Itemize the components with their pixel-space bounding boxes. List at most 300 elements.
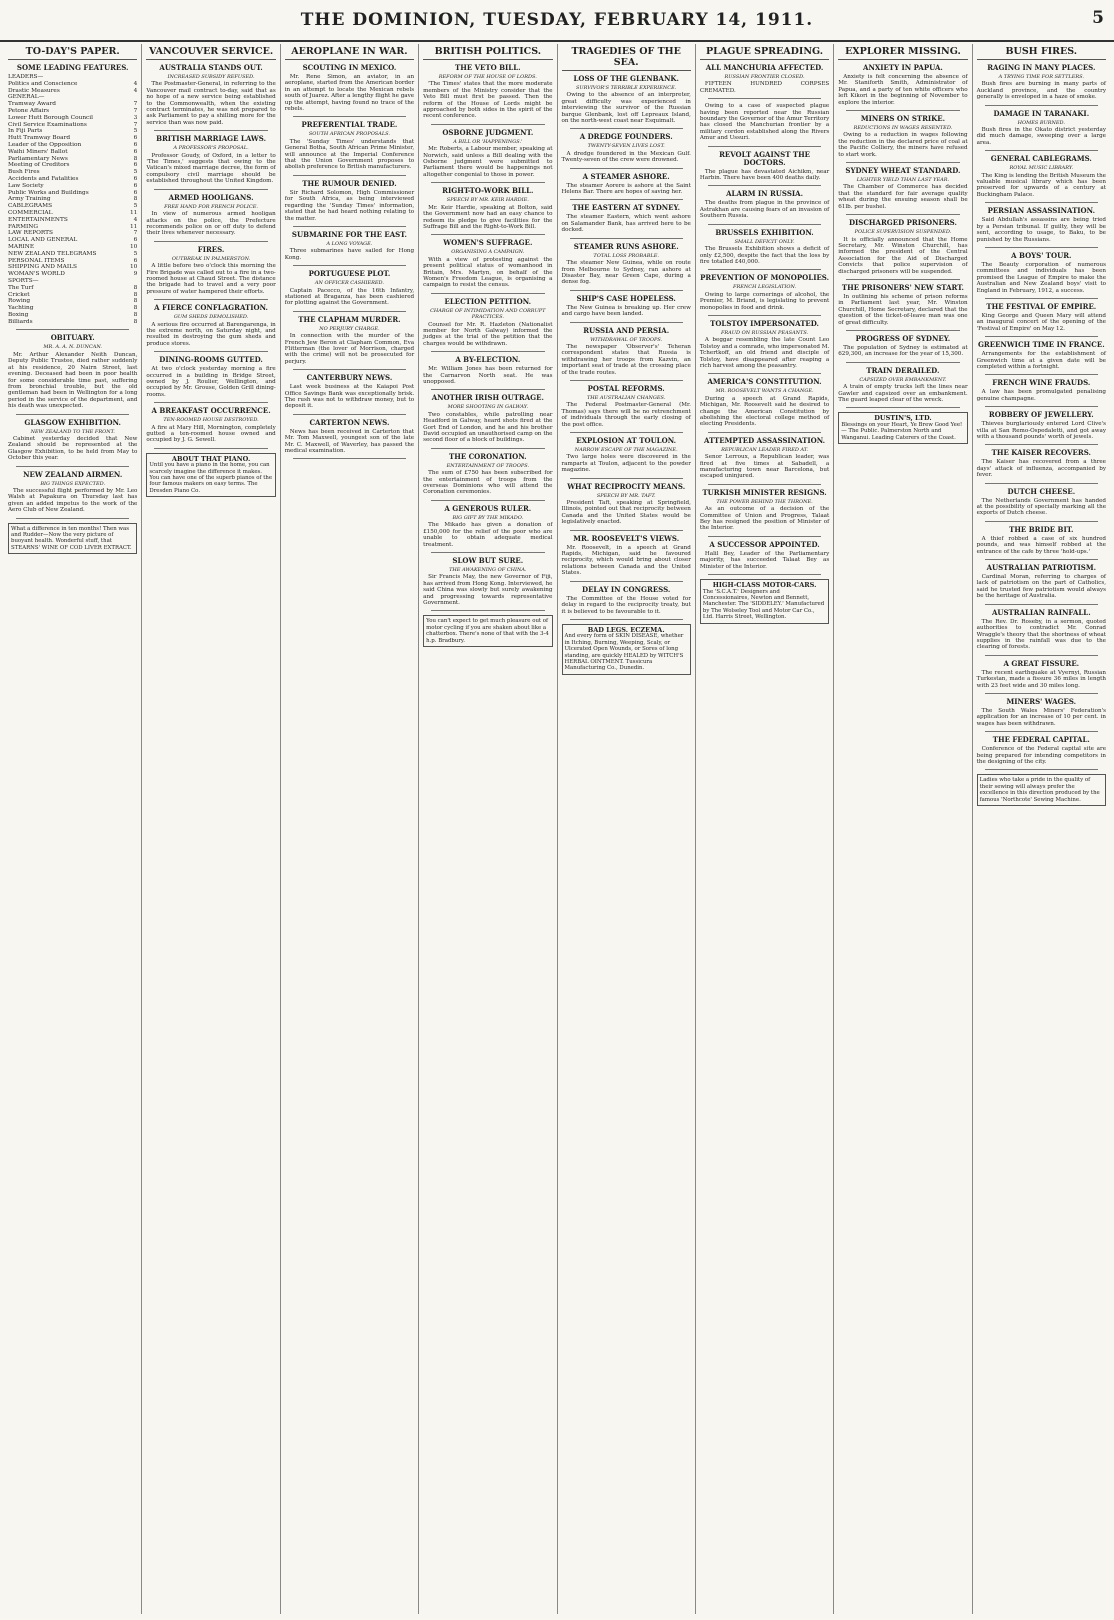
section-divider bbox=[570, 530, 683, 531]
contents-item bbox=[8, 74, 137, 81]
contents-item-page: 11 bbox=[129, 209, 138, 216]
section-divider bbox=[431, 234, 544, 235]
article bbox=[285, 121, 414, 170]
article-text: The successful flight performed by Mr. Leo Walsh at Papakura on Thursday last has given an added impetus to the work of the Aero Club of New Zealand. bbox=[8, 487, 138, 514]
article-text: The 'Sunday Times' understands that General Botha, South African Prime Minister, will announce at the Imperial Conference that the Union Government proposes to abolish preference to British manufacturers. bbox=[284, 138, 415, 171]
contents-item-page: 6 bbox=[133, 189, 138, 196]
contents-item bbox=[8, 244, 137, 251]
contents-item-label: SHIPPING AND MAILS bbox=[8, 264, 77, 271]
contents-item-page: 5 bbox=[133, 128, 138, 135]
article-title: AUSTRALIAN RAINFALL. bbox=[991, 607, 1091, 617]
article bbox=[562, 535, 691, 577]
article bbox=[977, 64, 1106, 101]
article-text: King George and Queen Mary will attend an inaugural concert of the opening of the 'Festival of Empire' on May 12. bbox=[976, 312, 1106, 332]
article-title: THE PRISONERS' NEW START. bbox=[841, 282, 964, 292]
article-title: A GREAT FISSURE. bbox=[1003, 658, 1080, 668]
article-text: The Rev. Dr. Roseby, in a sermon, quoted authorities to contradict Mr. Conrad Wraggle's theory that the shortness of wheat supplies in the rainfall was due to the clearing of forests. bbox=[976, 618, 1106, 651]
article-title: A DREDGE FOUNDERS. bbox=[579, 132, 673, 142]
article-title: AMERICA'S CONSTITUTION. bbox=[707, 377, 822, 387]
section-divider bbox=[708, 269, 821, 270]
article-subtitle: MORE SHOOTING IN GALWAY. bbox=[447, 404, 529, 411]
article-text: Mr. Arthur Alexander Neith Duncan, Deputy Public Trustee, died rather suddenly at his residence, 20 Nairn Street, last evening. Deceased had been in poor health for some considerable time past, suffering from bronchial trouble, but the old gentleman had been in Wellington for a long period in the service of the department, and his death was unexpected. bbox=[8, 351, 138, 410]
contents-item bbox=[8, 203, 137, 210]
contents-item bbox=[8, 298, 137, 305]
contents-item-label: Lower Hutt Borough Council bbox=[8, 114, 94, 121]
section-divider bbox=[985, 202, 1098, 203]
article-subtitle: WITHDRAWAL OF TROOPS. bbox=[590, 336, 663, 343]
article bbox=[977, 449, 1106, 478]
article-text: The South Wales Miners' Federation's application for an increase of 10 per cent. in wages has been withdrawn. bbox=[976, 707, 1106, 727]
article-text: 'The Times' states that the more moderate members of the Ministry consider that the Veto Bill must first be passed. Then the reform of the House of Lords might be approached by both sides in the spirit of the recent conference. bbox=[423, 81, 553, 120]
advertisement-title: DUSTIN'S, LTD. bbox=[874, 414, 932, 423]
contents-item-page: 8 bbox=[133, 155, 138, 162]
article-text: The recent earthquake at Vyernyi, Russian Turkestan, made a fissure 36 miles in length with 23 feet wide and 30 miles long. bbox=[976, 669, 1106, 689]
contents-item bbox=[8, 237, 137, 244]
column-subheading: SOME LEADING FEATURES. bbox=[16, 63, 129, 72]
article bbox=[562, 295, 691, 318]
contents-item-page: 8 bbox=[133, 305, 138, 312]
article bbox=[838, 115, 967, 158]
contents-item-label: Hutt Tramway Board bbox=[8, 135, 71, 142]
contents-item-label: Boxing bbox=[8, 311, 29, 318]
advertisement-title: ABOUT THAT PIANO. bbox=[171, 454, 251, 463]
column-4 bbox=[419, 44, 557, 1614]
article-text: Two constables, while patrolling near Headford in Galway, heard shots fired at the Gort End of London, and he and his brother David occupied an unauthorised camp on the second floor of a block of buildings. bbox=[423, 411, 553, 444]
article bbox=[977, 609, 1106, 651]
article-subtitle: FRENCH LEGISLATION. bbox=[733, 284, 797, 291]
contents-item bbox=[8, 122, 137, 129]
column-heading: TRAGEDIES OF THE SEA. bbox=[562, 46, 691, 71]
article-title: RIGHT-TO-WORK BILL. bbox=[442, 186, 534, 196]
article-subtitle: BIG GIFT BY THE MIKADO. bbox=[452, 514, 524, 521]
section-divider bbox=[985, 559, 1098, 560]
column-5 bbox=[558, 44, 696, 1614]
article bbox=[423, 394, 552, 443]
article-title: A GENEROUS RULER. bbox=[444, 503, 532, 513]
article-title: PREFERENTIAL TRADE. bbox=[301, 120, 398, 130]
contents-item-label: Accidents and Fatalities bbox=[8, 175, 79, 182]
article bbox=[8, 419, 137, 462]
article-title: THE CLAPHAM MURDER. bbox=[298, 314, 401, 324]
article-title: TURKISH MINISTER RESIGNS. bbox=[702, 487, 827, 497]
article-title: ARMED HOOLIGANS. bbox=[168, 192, 254, 202]
contents-item-page: 5 bbox=[133, 250, 138, 257]
contents-item bbox=[8, 285, 137, 292]
article bbox=[700, 229, 829, 266]
article-title: SHIP'S CASE HOPELESS. bbox=[576, 293, 676, 303]
section-divider bbox=[431, 293, 544, 294]
column-7 bbox=[834, 44, 972, 1614]
article-title: RUSSIA AND PERSIA. bbox=[583, 325, 670, 335]
column-2 bbox=[142, 44, 280, 1614]
contents-item-label: SPORTS— bbox=[8, 277, 39, 284]
article-subtitle: LIGHTER YIELD THAN LAST YEAR. bbox=[856, 177, 950, 184]
article bbox=[146, 194, 275, 237]
article bbox=[977, 341, 1106, 370]
article bbox=[700, 151, 829, 182]
article-title: PORTUGUESE PLOT. bbox=[308, 269, 391, 279]
contents-item-label: LOCAL AND GENERAL bbox=[8, 237, 78, 244]
contents-item bbox=[8, 135, 137, 142]
article-subtitle: NO PERJURY CHARGE. bbox=[319, 325, 380, 332]
article-title: A FIERCE CONFLAGRATION. bbox=[154, 303, 268, 313]
article bbox=[562, 133, 691, 163]
article bbox=[977, 736, 1106, 765]
contents-item-label: WOMAN'S WORLD bbox=[8, 271, 65, 278]
contents-item-label: FARMING bbox=[8, 223, 38, 230]
section-divider bbox=[293, 226, 406, 227]
section-divider bbox=[431, 182, 544, 183]
advertisement bbox=[8, 523, 137, 555]
article-subtitle: REPUBLICAN LEADER FIRED AT. bbox=[721, 446, 808, 453]
contents-item bbox=[8, 312, 137, 319]
article-text: Cardinal Moran, referring to charges of lack of patriotism on the part of Catholics, said he trusted few patriotism would always be the heritage of Australia. bbox=[976, 574, 1106, 600]
section-divider bbox=[570, 619, 683, 620]
article-title: ALARM IN RUSSIA. bbox=[726, 189, 804, 199]
article-text: Mr. Keir Hardie, speaking at Bolton, said the Government now had an easy chance to redeem its pledge to give facilities for the Suffrage Bill and the Right-to-Work Bill. bbox=[423, 204, 553, 230]
contents-item-label: Cricket bbox=[8, 291, 30, 298]
article-text: As an outcome of a decision of the Committee of Union and Progress, Talaat Bey has resigned the position of Minister of the Interior. bbox=[699, 506, 830, 532]
section-divider bbox=[570, 478, 683, 479]
article-title: GENERAL CABLEGRAMS. bbox=[990, 154, 1092, 164]
article-text: The Beauty corporation of numerous committees and individuals has been promised the League of Empire to make the Australian and New Zealand boys' visit to England in February, 1912, a success. bbox=[976, 261, 1106, 294]
contents-item bbox=[8, 142, 137, 149]
advertisement-title: BAD LEGS. ECZEMA. bbox=[587, 625, 665, 634]
contents-item bbox=[8, 305, 137, 312]
article bbox=[838, 284, 967, 326]
article-text: The Committee of the House voted for delay in regard to the reciprocity treaty, but it is believed to be favourable to it. bbox=[561, 595, 691, 615]
contents-item-page: 8 bbox=[133, 196, 138, 203]
contents-item bbox=[8, 292, 137, 299]
article bbox=[146, 356, 275, 398]
article-text: The King is lending the British Museum the valuable musical library which has been preserved for upwards of a century at Buckingham Palace. bbox=[976, 172, 1106, 198]
contents-item-page: 5 bbox=[133, 203, 138, 210]
article-title: DAMAGE IN TARANAKI. bbox=[993, 108, 1090, 118]
section-divider bbox=[293, 369, 406, 370]
article-title: WOMEN'S SUFFRAGE. bbox=[443, 238, 533, 248]
article-text: A little before two o'clock this morning the Fire Brigade was called out to a fire in a two-roomed house at Chaud Street. The distance the brigade had to travel and a very poor pressure of water hampered their efforts. bbox=[146, 263, 276, 295]
column-heading: VANCOUVER SERVICE. bbox=[146, 46, 275, 60]
article-text: During a speech at Grand Rapids, Michigan, Mr. Roosevelt said he desired to change the American Constitution by abolishing the electoral college method of electing Presidents. bbox=[699, 395, 830, 428]
article-subtitle: ROYAL MUSIC LIBRARY. bbox=[1009, 165, 1074, 172]
contents-item-page: 8 bbox=[133, 284, 138, 291]
article-text: The Postmaster-General, in referring to the Vancouver mail contract to-day, said that as no hope of a new service being established to the Commonwealth, when the existing contract terminates, he was not prepared to ask Parliament to pay a shilling more for the service than was now paid. bbox=[146, 81, 276, 126]
article-text: The Netherlands Government has handed at the possibility of specially marking all the exports of Dutch cheese. bbox=[976, 497, 1106, 517]
section-divider bbox=[985, 336, 1098, 337]
article-text: Counsel for Mr. R. Hazleton (Nationalist member for North Galway) informed the judges at the trial of the petition that the charges would be withdrawn. bbox=[423, 321, 553, 347]
contents-item-label: Public Works and Buildings bbox=[8, 189, 89, 196]
article-text: The population of Sydney is estimated at 629,300, an increase for the year of 15,300. bbox=[838, 344, 968, 358]
contents-item-label: LAW REPORTS bbox=[8, 230, 53, 237]
contents-item-page: 8 bbox=[133, 291, 138, 298]
advertisement bbox=[562, 624, 691, 675]
section-divider bbox=[431, 389, 544, 390]
article-text: President Taft, speaking at Springfield, Illinois, pointed out that reciprocity between Canada and the United States would be legislatively enacted. bbox=[561, 500, 691, 526]
article-title: THE CORONATION. bbox=[449, 451, 527, 461]
article-text: A thief robbed a case of six hundred pounds, and was himself robbed at the entrance of the cafe by three 'hold-ups.' bbox=[976, 535, 1106, 555]
article-text: Mr. Rene Simon, an aviator, in an aeroplane, started from the American border in an attempt to locate the Mexican rebels south of Juarez. After a lengthy flight he gave up the attempt, having found no trace of the rebels. bbox=[284, 74, 415, 113]
section-divider bbox=[16, 329, 129, 330]
section-divider bbox=[431, 552, 544, 553]
article-text: It is officially announced that the Home Secretary, Mr. Winston Churchill, has informed the president of the Central Association for the Aid of Discharged Convicts that police supervision of discharged prisoners will be suspended. bbox=[838, 236, 968, 275]
section-divider bbox=[154, 241, 267, 242]
section-divider bbox=[293, 265, 406, 266]
contents-item-label: ENTERTAINMENTS bbox=[8, 216, 68, 223]
article-title: THE RUMOUR DENIED. bbox=[302, 178, 397, 188]
contents-item-page: 7 bbox=[133, 107, 138, 114]
contents-item bbox=[8, 319, 137, 326]
article-subtitle: A TRYING TIME FOR SETTLERS. bbox=[998, 74, 1084, 80]
contents-item-label: Politics and Conscience bbox=[8, 80, 78, 87]
contents-item-page: 9 bbox=[133, 271, 138, 278]
article-subtitle: TEN-ROOMED HOUSE DESTROYED. bbox=[163, 417, 259, 424]
article-text: Said Abdullah's assassins are being tried by a Persian tribunal. If guilty, they will be sent, according to usage, to Baku, to be punished by the Russians. bbox=[976, 217, 1106, 243]
article bbox=[562, 327, 691, 376]
column-heading: AEROPLANE IN WAR. bbox=[285, 46, 414, 60]
article-text: Three submarines have sailed for Hong Kong. bbox=[284, 248, 415, 261]
article-text: News has been received in Carterton that Mr. Tom Maxwell, youngest son of the late Mr. C. Maxwell, of Waverley, has passed the medical examination. bbox=[284, 428, 415, 455]
article-title: POSTAL REFORMS. bbox=[587, 383, 665, 393]
article-text: Conference of the Federal capital site are being prepared for intending competitors in the designing of the city. bbox=[976, 746, 1106, 765]
contents-item-label: LEADERS— bbox=[8, 74, 44, 80]
contents-item bbox=[8, 278, 137, 285]
section-divider bbox=[846, 110, 959, 111]
contents-item bbox=[8, 115, 137, 122]
contents-item bbox=[8, 101, 137, 108]
advertisement-text: You can't expect to get much pleasure out of motor cycling if you are shaken about like a chatterbox. There's none of that with the 3-4 h.p. Bradbury. bbox=[426, 618, 549, 644]
article-title: ANOTHER IRISH OUTRAGE. bbox=[431, 393, 544, 403]
section-divider bbox=[985, 374, 1098, 375]
section-divider bbox=[708, 146, 821, 147]
article bbox=[562, 586, 691, 615]
section-divider bbox=[985, 105, 1098, 106]
article-subtitle: SMALL DEFICIT ONLY. bbox=[734, 238, 795, 245]
contents-item-page: 6 bbox=[133, 257, 138, 264]
article-subtitle: CAPSIZED OVER EMBANKMENT. bbox=[859, 376, 947, 383]
advertisement-text: Until you have a piano in the home, you can scarcely imagine the difference it makes. You can have one of the superb pianos of the four famous makers on easy terms. The Dresden Piano Co. bbox=[149, 462, 273, 494]
article-title: FIRES. bbox=[197, 244, 225, 254]
contents-item-label: Yachting bbox=[8, 305, 34, 312]
article-subtitle: SPEECH BY MR. KEIR HARDIE. bbox=[446, 197, 529, 204]
article-title: ALL MANCHURIA AFFECTED. bbox=[705, 63, 824, 72]
article-title: SUBMARINE FOR THE EAST. bbox=[291, 229, 407, 239]
contents-item-page: 6 bbox=[133, 175, 138, 182]
section-divider bbox=[154, 130, 267, 131]
section-divider bbox=[985, 731, 1098, 732]
article-subtitle: SURVIVOR'S TERRIBLE EXPERIENCE. bbox=[576, 85, 677, 91]
article bbox=[423, 453, 552, 496]
section-divider bbox=[154, 351, 267, 352]
article bbox=[562, 483, 691, 526]
advertisement-text: Blessings on your Heart, Ye Brew Good Yee! — The Public. Palmerston North and Wanganui. Leading Caterers of the Coast. bbox=[841, 421, 963, 441]
article-text: With a view of protesting against the present political status of womanhood in Britain, Mrs. Martyn, on behalf of the Women's Freedom League, is organising a campaign to resist the census. bbox=[423, 256, 553, 289]
article-text: A fire at Mary Hill, Mornington, completely gutted a ten-roomed house owned and occupied by J. G. Sewell. bbox=[146, 424, 276, 444]
section-divider bbox=[293, 311, 406, 312]
contents-item-label: CABLEGRAMS bbox=[8, 203, 53, 210]
article-title: EXPLOSION AT TOULON. bbox=[576, 436, 677, 445]
contents-item bbox=[8, 196, 137, 203]
article-title: CANTERBURY NEWS. bbox=[306, 373, 393, 383]
article-subtitle: THE POWER BEHIND THE THRONE. bbox=[716, 498, 813, 505]
section-divider bbox=[154, 402, 267, 403]
contents-item-page: 4 bbox=[133, 216, 138, 223]
contents-item-page: 5 bbox=[133, 169, 138, 176]
contents-item-page: 4 bbox=[133, 80, 138, 87]
article bbox=[423, 505, 552, 548]
article-text: In connection with the murder of the French Jew Beron at Clapham Common, Eva Flitterman (the lover of Morrison, charged with the crime) will not be prosecuted for perjury. bbox=[284, 333, 415, 365]
article-text: Bush fires are burning in many parts of Auckland province, and the country generally is enveloped in a haze of smoke. bbox=[976, 81, 1106, 101]
article-text: Owing to a reduction in wages following the reduction in the declared price of coal at the Pacific Colliery, the miners have refused to start work. bbox=[838, 132, 968, 158]
contents-item-label: MARINE bbox=[8, 243, 35, 250]
article bbox=[146, 135, 275, 184]
article bbox=[977, 411, 1106, 440]
article-title: ANXIETY IN PAPUA. bbox=[863, 63, 943, 72]
article bbox=[838, 167, 967, 210]
article bbox=[423, 298, 552, 347]
contents-item-page: 6 bbox=[133, 162, 138, 169]
article-text: Professor Goudy, of Oxford, in a letter to 'The Times,' suggests that owing to the Vatican's mixed marriage decree, the form of compulsory civil marriage should be established throughout the United Kingdom. bbox=[146, 152, 276, 185]
article-title: A BY-ELECTION. bbox=[455, 355, 521, 365]
contents-item bbox=[8, 251, 137, 258]
article-text: Halil Bey, Leader of the Parliamentary majority, has succeeded Talaat Bey as Minister of the Interior. bbox=[699, 550, 830, 570]
section-divider bbox=[846, 214, 959, 215]
article-text: The Federal Postmaster-General (Mr. Thomas) says there will be no retrenchment of individuals through the early closing of the post office. bbox=[561, 402, 691, 428]
article-text: The sum of £750 has been subscribed for the entertainment of troops from the overseas Dominions who will attend the Coronation ceremonies. bbox=[423, 470, 553, 496]
article bbox=[285, 64, 414, 112]
article-subtitle: TOTAL LOSS PROBABLE. bbox=[593, 252, 659, 259]
contents-item bbox=[8, 169, 137, 176]
contents-item bbox=[8, 258, 137, 265]
column-8 bbox=[973, 44, 1110, 1614]
article bbox=[423, 64, 552, 120]
contents-item bbox=[8, 176, 137, 183]
column-heading: PLAGUE SPREADING. bbox=[700, 46, 829, 60]
article bbox=[423, 129, 552, 178]
section-divider bbox=[570, 128, 683, 129]
section-divider bbox=[570, 199, 683, 200]
contents-item bbox=[8, 210, 137, 217]
article-text: Sir Francis May, the new Governor of Fiji, has arrived from Hong Kong. Interviewed, he said China was slowly but surely awakening and progressing towards representative Government. bbox=[423, 574, 553, 606]
contents-item-label: Meeting of Creditors bbox=[8, 162, 70, 169]
article-title: THE KAISER RECOVERS. bbox=[991, 448, 1091, 458]
article-title: A BREAKFAST OCCURRENCE. bbox=[151, 406, 271, 416]
masthead bbox=[0, 0, 1114, 42]
section-divider bbox=[708, 98, 821, 99]
article bbox=[977, 207, 1106, 243]
article-subtitle: THE AUSTRALIAN CHANGES. bbox=[586, 394, 666, 401]
article-subtitle: OUTBREAK IN PALMERSTON. bbox=[171, 255, 251, 262]
section-divider bbox=[570, 432, 683, 433]
article-text: Last week business at the Kaiapoi Post Office Savings Bank was exceptionally brisk. The rush was not to withdraw money, but to deposit it. bbox=[284, 384, 415, 410]
article bbox=[562, 204, 691, 233]
contents-item-page: 6 bbox=[133, 237, 138, 244]
section-divider bbox=[708, 315, 821, 316]
section-divider bbox=[570, 238, 683, 239]
section-divider bbox=[293, 116, 406, 117]
contents-list bbox=[8, 74, 137, 325]
section-divider bbox=[708, 536, 821, 537]
contents-item bbox=[8, 162, 137, 169]
column-heading: EXPLORER MISSING. bbox=[838, 46, 967, 60]
section-divider bbox=[985, 655, 1098, 656]
section-divider bbox=[16, 466, 129, 467]
article-title: TOLSTOY IMPERSONATED. bbox=[710, 318, 819, 328]
article-text: The steamer Aorere is ashore at the Saint Helens Bar. There are hopes of saving her. bbox=[561, 182, 691, 196]
article-subtitle: GUM SHEDS DEMOLISHED. bbox=[173, 314, 249, 321]
article-title: AUSTRALIAN PATRIOTISM. bbox=[986, 563, 1097, 573]
article-text: The Chamber of Commerce has decided that the standard for fair average quality wheat during the ensuing season shall be 61lb. per bushel. bbox=[838, 184, 968, 210]
column-1 bbox=[4, 44, 142, 1614]
contents-item-page: 8 bbox=[133, 311, 138, 318]
article-text: The deaths from plague in the province of Astrakhan are causing fears of an invasion of Southern Russia. bbox=[699, 200, 830, 220]
contents-item-label: The Turf bbox=[8, 284, 34, 291]
article-text: A law has been promulgated penalising genuine champagne. bbox=[976, 389, 1106, 402]
article-text: Thieves burglariously entered Lord Clive's villa at San Remo-Ospedaletti, and got away with a thousand pounds' worth of jewels. bbox=[976, 421, 1106, 440]
article-title: CARTERTON NEWS. bbox=[309, 417, 390, 427]
article-text: A beggar resembling the late Count Leo Tolstoy and a comrade, who impersonated M. Tchertkoff, an old friend and disciple of Tolstoy, have disappeared after reaping a rich harvest among the peasantry. bbox=[699, 337, 830, 369]
article bbox=[285, 270, 414, 307]
section-divider bbox=[846, 407, 959, 408]
article-subtitle: ENTERTAINMENT OF TROOPS. bbox=[446, 462, 530, 469]
article bbox=[977, 660, 1106, 689]
section-divider bbox=[293, 175, 406, 176]
article bbox=[562, 173, 691, 196]
article-subtitle: NARROW ESCAPE OF THE MAGAZINE. bbox=[574, 447, 678, 453]
article-title: MINERS ON STRIKE. bbox=[860, 114, 946, 124]
article bbox=[977, 698, 1106, 727]
article-text: The steamer New Guinea, while on route from Melbourne to Sydney, ran ashore at Disaster Bay, near Green Cape, during a dense fog. bbox=[561, 260, 691, 286]
article-subtitle: CHARGE OF INTIMIDATION AND CORRUPT PRACTICES. bbox=[430, 307, 546, 321]
page-number: 5 bbox=[1092, 8, 1104, 28]
article bbox=[146, 246, 275, 295]
article-title: A STEAMER ASHORE. bbox=[582, 171, 670, 181]
column-3 bbox=[281, 44, 419, 1614]
section-divider bbox=[985, 693, 1098, 694]
contents-item-label: Rowing bbox=[8, 298, 31, 305]
article bbox=[977, 303, 1106, 332]
section-divider bbox=[431, 448, 544, 449]
article-text: FIFTEEN HUNDRED CORPSES CREMATED. bbox=[699, 81, 830, 94]
article-title: LOSS OF THE GLENBANK. bbox=[573, 74, 679, 83]
article-text: Bush fires in the Okato district yesterday did much damage, sweeping over a large area. bbox=[976, 127, 1106, 146]
article-subtitle: FREE HAND FOR FRENCH POLICE. bbox=[164, 203, 258, 210]
article-subtitle: A PROFESSOR'S PROPOSAL. bbox=[173, 145, 249, 152]
article-text: Owing to the absence of an interpreter, great difficulty was experienced in interviewing the survivor of the Russian barque Glenbank, lost off Lepreaux Island, on the north-west coast near Esquimalt. bbox=[561, 92, 691, 125]
section-divider bbox=[154, 448, 267, 449]
article-title: DISCHARGED PRISONERS. bbox=[848, 218, 957, 228]
article-text: In outlining his scheme of prison reforms in Parliament last year, Mr. Winston Churchill, Home Secretary, declared that the question of the ticket-of-leave man was one of great difficulty. bbox=[838, 293, 968, 326]
article bbox=[977, 155, 1106, 198]
contents-item-page: 7 bbox=[133, 121, 138, 128]
article-title: MINERS' WAGES. bbox=[1006, 696, 1077, 706]
article bbox=[977, 564, 1106, 600]
article-title: THE BRIDE BIT. bbox=[1009, 524, 1074, 534]
article-title: PROGRESS OF SYDNEY. bbox=[855, 333, 951, 343]
article-title: SLOW BUT SURE. bbox=[452, 555, 524, 565]
article-text: A train of empty trucks left the lines near Gawler and capsized over an embankment. The guard leaped clear of the wreck. bbox=[838, 384, 968, 403]
section-divider bbox=[431, 351, 544, 352]
section-divider bbox=[431, 124, 544, 125]
contents-item bbox=[8, 108, 137, 115]
article-title: ROBBERY OF JEWELLERY. bbox=[988, 410, 1094, 420]
article bbox=[285, 316, 414, 365]
article-text: The New Guinea is breaking up. Her crew and cargo have been landed. bbox=[561, 304, 691, 318]
article bbox=[562, 75, 691, 124]
article bbox=[838, 64, 967, 106]
article bbox=[838, 335, 967, 358]
contents-item-page: 11 bbox=[129, 223, 138, 230]
contents-item bbox=[8, 156, 137, 163]
